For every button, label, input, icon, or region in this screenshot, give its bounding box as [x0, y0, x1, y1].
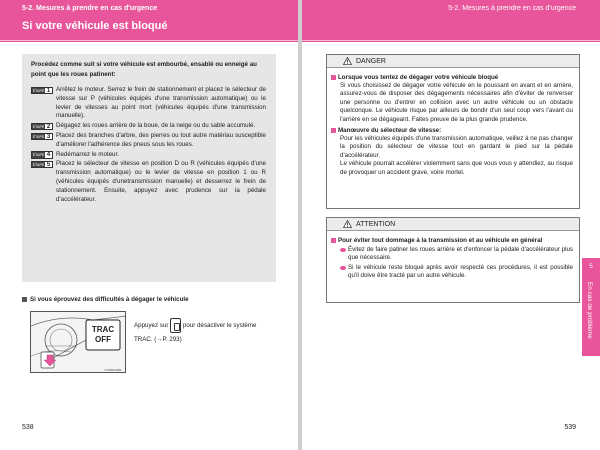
step-badge: ÉTAPE 3	[31, 133, 53, 141]
trac-button-icon	[170, 318, 181, 333]
difficulty-heading: Si vous éprouvez des difficultés à dégager le véhicule	[22, 296, 189, 303]
square-bullet-icon	[22, 297, 27, 302]
page-title: Si votre véhicule est bloqué	[22, 20, 168, 32]
warning-triangle-icon	[343, 220, 352, 228]
off-label: OFF	[95, 335, 111, 344]
step-badge: ÉTAPE 5	[31, 161, 53, 169]
page-number-right: 539	[564, 424, 576, 431]
chapter-label: En cas de problème	[586, 282, 593, 339]
procedure-intro: Procédez comme suit si votre véhicule est embourbé, ensablé ou enneigé au point que les roues patinent:	[31, 61, 257, 78]
danger-title: DANGER	[356, 57, 386, 65]
header-right-band	[302, 0, 600, 42]
procedure-step	[31, 86, 266, 121]
page-gutter	[298, 0, 302, 450]
procedure-step	[31, 122, 266, 131]
procedure-step	[31, 151, 266, 160]
danger-subheading: Manœuvre du sélecteur de vitesse:	[331, 126, 573, 135]
attention-box	[326, 217, 580, 303]
attention-bullet: Évitez de faire patiner les roues arrière et d'enfoncer la pédale d'accélérateur plus que nécessaire.	[331, 246, 573, 263]
trac-switch-illustration	[30, 311, 126, 373]
bullet-dot-icon	[340, 248, 346, 253]
square-bullet-icon	[331, 75, 336, 80]
danger-paragraph: Le véhicule pourrait accélérer violemment sans que vous vous y attendiez, au risque de provoquer un accident grave, voire mortel.	[340, 160, 573, 176]
danger-paragraph: Si vous choisissez de dégager votre véhicule en le poussant en avant et en arrière, assurez-vous de disposer des dégagements nécessaires afin d'éviter de renverser une personne ou d'entrer en collision avec un autre véhicule ou un obstacle quelconque. Le véhicule risque par ailleurs de bondir d'un seul coup vers l'avant ou l'arrière en se dégageant. Faites preuve de la plus grande prudence.	[340, 82, 573, 123]
step-text: Dégagez les roues arrière de la boue, de la neige ou du sable accumulé.	[56, 122, 256, 130]
square-bullet-icon	[331, 238, 336, 243]
step-text: Placez le sélecteur de vitesse en position D ou R (véhicules équipés d'une transmission automatique) ou le levier de vitesse en position 1 ou R (véhicules équipés d'unetransmission manuelle) et desserrez le frein de stationnement. Ensuite, appuyez avec prudence sur la pédale d'accélérateur.	[56, 160, 266, 203]
section-subtitle-right: 5-2. Mesures à prendre en cas d'urgence	[448, 5, 576, 12]
section-subtitle: 5-2. Mesures à prendre en cas d'urgence	[22, 5, 158, 12]
chapter-tab: 5	[582, 258, 600, 276]
danger-paragraph: Pour les véhicules équipés d'une transmission automatique, veillez à ne pas changer la position du sélecteur de vitesse tout en gardant le pied sur la pédale d'accélérateur.	[340, 135, 573, 159]
warning-triangle-icon	[343, 57, 352, 65]
danger-subheading: Lorsque vous tentez de dégager votre véhicule bloqué	[331, 73, 573, 82]
square-bullet-icon	[331, 128, 336, 133]
trac-caption: Appuyez sur pour désactiver le système TRAC. (→P. 293)	[134, 318, 274, 347]
procedure-step	[31, 160, 266, 204]
step-text: Arrêtez le moteur. Serrez le frein de stationnement et placez le sélecteur de vitesse sur P (véhicules équipés d'une transmission automatique) ou le levier de vitesses au point mort (véhicules équipés d'une transmission manuelle).	[56, 86, 266, 120]
step-badge: ÉTAPE 2	[31, 123, 53, 131]
attention-subheading: Pour éviter tout dommage à la transmission et au véhicule en général	[331, 236, 573, 245]
trac-label: TRAC	[91, 325, 115, 334]
step-text: Placez des branches d'arbre, des pierres ou tout autre matériau susceptible d'améliorer l'adhérence des pneus sous les roues.	[56, 131, 266, 148]
step-text: Redémarrez le moteur.	[56, 150, 119, 158]
dashboard-drawing	[31, 312, 126, 373]
attention-header	[327, 218, 579, 231]
step-badge: ÉTAPE 1	[31, 87, 53, 95]
procedure-step	[31, 132, 266, 150]
attention-title: ATTENTION	[356, 220, 396, 228]
page-number-left: 538	[22, 424, 34, 431]
danger-box	[326, 54, 580, 209]
danger-header	[327, 55, 579, 68]
image-code: CTH56AS001	[104, 368, 122, 372]
header-left-band	[0, 0, 298, 42]
procedure-box	[22, 54, 276, 282]
bullet-dot-icon	[340, 266, 346, 271]
attention-bullet: Si le véhicule reste bloqué après avoir respecté ces procédures, il est possible qu'il doive être tracté par un autre véhicule.	[331, 264, 573, 281]
step-badge: ÉTAPE 4	[31, 151, 53, 159]
